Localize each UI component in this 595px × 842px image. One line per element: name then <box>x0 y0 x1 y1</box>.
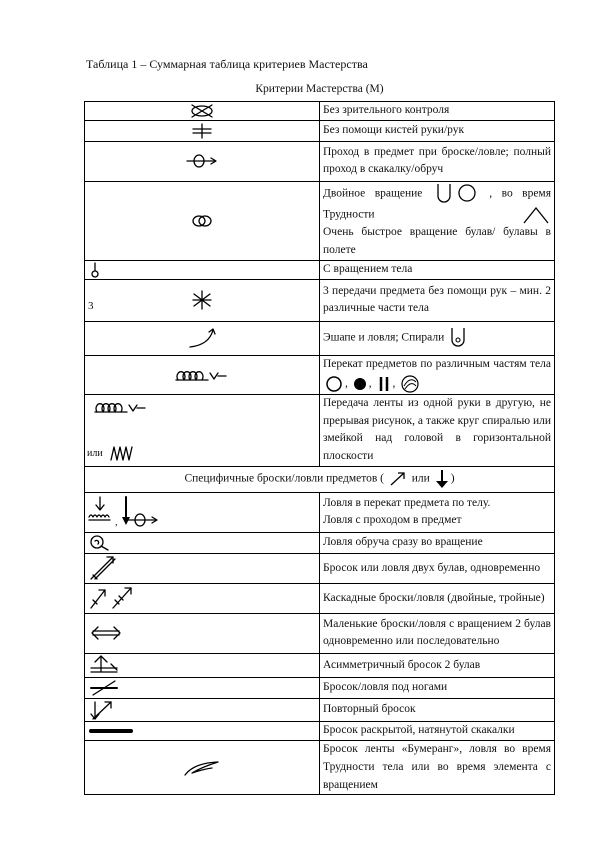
asymmetric-icon <box>85 653 320 677</box>
row-text: Бросок/ловля под ногами <box>320 677 555 698</box>
hoop-icon <box>325 375 343 393</box>
subheader-text: Специфичные броски/ловли предметов ( <box>184 473 385 486</box>
row-text <box>320 321 555 355</box>
table-row <box>85 355 555 394</box>
hoop-catch-icon <box>85 532 320 553</box>
row-text-part: Ловля в перекат предмета по телу. <box>323 496 491 509</box>
boomerang-icon <box>85 740 320 794</box>
table-row <box>85 721 555 740</box>
row-text: Без зрительного контроля <box>320 101 555 120</box>
table-row <box>85 583 555 613</box>
zigzag-icon <box>109 444 133 462</box>
separator: , <box>368 377 372 390</box>
table-row <box>85 492 555 532</box>
body-rotation-icon <box>85 260 320 279</box>
table-row <box>85 279 555 321</box>
row-text: Проход в предмет при броске/ловле; полный проход в скакалку/обруч <box>320 141 555 181</box>
table-row <box>85 613 555 653</box>
table-row <box>85 394 555 466</box>
catch-roll-icon <box>85 492 320 532</box>
row-text: Передача ленты из одной руки в другую, не прерывая рисунок, а также круг спиралью или змейкой над головой в горизонтальной плоскости <box>320 394 555 466</box>
no-hands-icon <box>85 120 320 141</box>
row-text: Ловля обруча сразу во вращение <box>320 532 555 553</box>
separator: , <box>392 377 396 390</box>
row-text: Бросок или ловля двух булав, одновременно <box>320 553 555 583</box>
separator: , <box>115 516 118 528</box>
row-text-part: , во время Трудности <box>323 187 551 221</box>
table-row <box>85 120 555 141</box>
spiral-hoop-icon <box>434 182 478 206</box>
two-clubs-icon <box>85 553 320 583</box>
table-row <box>85 141 555 181</box>
ribbon-pass-icon <box>85 394 320 466</box>
table-row <box>85 260 555 279</box>
row-text: Бросок раскрытой, натянутой скакалки <box>320 721 555 740</box>
table-row <box>85 698 555 721</box>
row-text: Бросок ленты «Бумеранг», ловля во время Трудности тела или во время элемента с вращением <box>320 740 555 794</box>
row-text: Маленькие броски/ловля с вращением 2 булав одновременно или последовательно <box>320 613 555 653</box>
cascade-icon <box>85 583 320 613</box>
row-text-part: Двойное вращение <box>323 187 423 200</box>
double-rotation-icon <box>85 181 320 260</box>
row-text <box>320 181 555 260</box>
separator: , <box>345 377 348 390</box>
table-row <box>85 101 555 120</box>
row-text-part: Перекат предметов по различным частям тела <box>323 357 551 370</box>
table-row <box>85 532 555 553</box>
row-text: С вращением тела <box>320 260 555 279</box>
clubs-icon <box>377 375 391 393</box>
table-row <box>85 677 555 698</box>
throw-arrow-icon <box>389 471 407 487</box>
spiral-icon <box>449 326 467 350</box>
row-text: Повторный бросок <box>320 698 555 721</box>
eye-crossed-icon <box>85 101 320 120</box>
passes-icon <box>85 279 320 321</box>
table-row <box>85 653 555 677</box>
table-subheader-row <box>85 466 555 492</box>
table-header: Критерии Мастерства (М) <box>255 83 384 95</box>
open-rope-icon <box>85 721 320 740</box>
small-throws-icon <box>85 613 320 653</box>
difficulty-icon <box>523 206 549 224</box>
row-text <box>320 492 555 532</box>
under-legs-icon <box>85 677 320 698</box>
echappe-icon <box>85 321 320 355</box>
passes-count: 3 <box>88 299 94 312</box>
ball-icon <box>353 377 367 391</box>
criteria-table <box>84 81 555 795</box>
table-row <box>85 553 555 583</box>
row-text: Без помощи кистей руки/рук <box>320 120 555 141</box>
or-label: или <box>87 448 103 460</box>
ribbon-ball-icon <box>400 374 420 394</box>
row-text <box>320 355 555 394</box>
pass-through-icon <box>85 141 320 181</box>
catch-arrow-icon <box>435 469 449 489</box>
table-row <box>85 321 555 355</box>
subheader <box>85 466 555 492</box>
row-text: Каскадные броски/ловля (двойные, тройные) <box>320 583 555 613</box>
table-header-row <box>85 81 555 101</box>
row-text-part: Очень быстрое вращение булав/ булавы в полете <box>323 226 551 257</box>
row-text: Асимметричный бросок 2 булав <box>320 653 555 677</box>
subheader-text: ) <box>450 473 455 486</box>
row-text-part: Эшапе и ловля; Спирали <box>323 332 445 345</box>
table-row <box>85 740 555 794</box>
roll-icon <box>85 355 320 394</box>
row-text-part: Ловля с проходом в предмет <box>323 514 462 527</box>
row-text: 3 передачи предмета без помощи рук – мин. 2 различные части тела <box>320 279 555 321</box>
rebound-icon <box>85 698 320 721</box>
subheader-text: или <box>411 473 430 486</box>
table-row <box>85 181 555 260</box>
table-caption: Таблица 1 – Суммарная таблица критериев Мастерства <box>86 57 368 71</box>
